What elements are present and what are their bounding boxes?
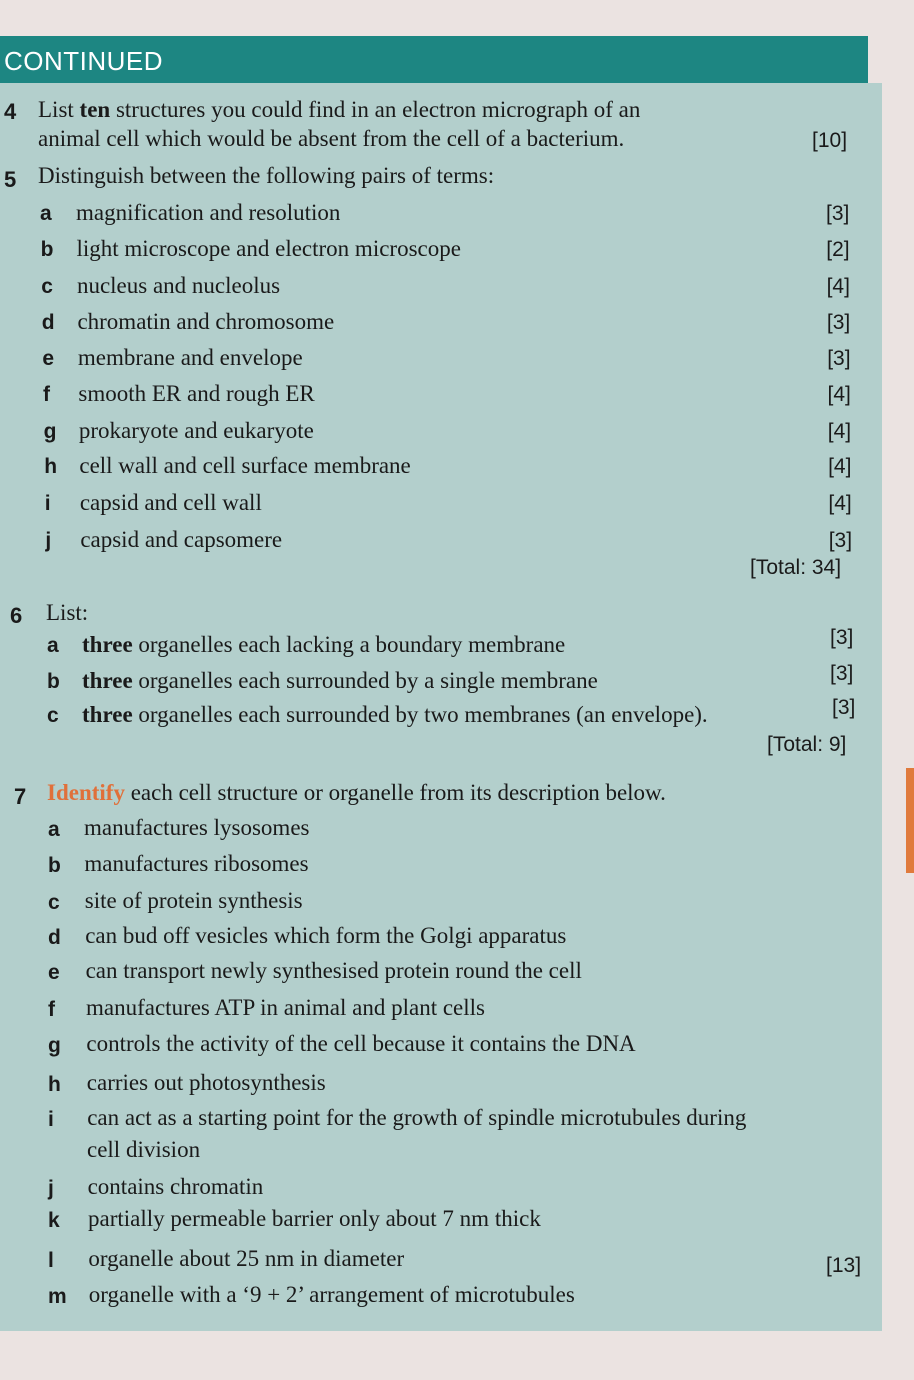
marks: [3] [832,696,856,719]
emphasis: three [82,632,133,657]
item-letter: d [41,311,55,334]
list-item: manufactures ATP in animal and plant cells [86,995,485,1020]
list-item: site of protein synthesis [84,888,303,913]
list-item-continued: cell division [87,1137,201,1162]
header-title: CONTINUED [4,46,164,76]
list-item: cell wall and cell surface membrane [79,453,411,478]
question-4-line2: animal cell which would be absent from the cell of a bacterium. [38,126,625,151]
text: organelles each lacking a boundary membrane [132,632,566,657]
list-item: can transport newly synthesised protein round the cell [85,958,582,983]
item-letter: m [48,1285,67,1308]
list-item: organelle with a ‘9 + 2’ arrangement of microtubules [88,1282,575,1307]
question-number: 7 [14,784,27,809]
marks: [10] [812,129,848,152]
item-letter: e [42,347,55,370]
list-item: magnification and resolution [76,200,341,225]
list-item: can bud off vesicles which form the Golgi apparatus [85,923,567,948]
question-number: 4 [4,99,17,124]
marks: [4] [827,420,852,443]
marks: [4] [827,383,851,406]
item-letter: j [45,529,52,552]
list-item: membrane and envelope [77,345,303,370]
total-marks: [Total: 9] [767,733,847,756]
list-item: chromatin and chromosome [77,309,335,334]
item-letter: f [48,998,55,1021]
item-letter: g [43,420,57,443]
list-item: partially permeable barrier only about 7 nm thick [88,1206,541,1231]
list-item: contains chromatin [87,1174,264,1199]
item-letter: c [48,891,60,914]
text: List [38,97,80,122]
list-item: capsid and capsomere [80,527,283,552]
item-letter: b [40,238,54,261]
marks: [3] [826,202,850,225]
marks: [4] [826,275,850,298]
marks: [2] [826,238,850,261]
marks: [4] [828,455,852,478]
list-item [82,632,565,658]
item-letter: i [44,492,51,515]
item-letter: h [44,455,58,478]
text: organelles each surrounded by a single membrane [132,668,598,693]
item-letter: b [48,854,61,877]
item-letter: a [47,634,59,657]
text: organelles each surrounded by two membranes (an envelope). [132,702,708,727]
list-item: smooth ER and rough ER [78,381,315,406]
marks: [3] [828,529,853,552]
marks: [3] [830,662,854,685]
item-letter: a [48,818,60,841]
list-item: controls the activity of the cell because it contains the DNA [86,1031,636,1056]
emphasis: ten [79,97,111,122]
marks: [3] [826,311,851,334]
list-item: nucleus and nucleolus [76,273,281,298]
list-item: prokaryote and eukaryote [78,418,314,443]
question-7-stem [47,780,666,806]
list-item: organelle about 25 nm in diameter [88,1246,405,1271]
item-letter: a [40,202,52,225]
question-5-stem: Distinguish between the following pairs of terms: [38,163,495,188]
marks: [3] [827,347,851,370]
list-item: capsid and cell wall [79,490,262,515]
list-item: carries out photosynthesis [86,1070,326,1095]
item-letter: i [48,1108,54,1131]
emphasis: three [82,702,133,727]
marks: [13] [826,1254,862,1277]
question-number: 6 [10,603,23,628]
list-item [82,702,708,728]
item-letter: h [48,1073,61,1096]
marks: [3] [830,626,854,649]
emphasis: three [82,668,133,693]
command-word: Identify [47,780,125,805]
question-number: 5 [4,167,17,192]
total-marks: [Total: 34] [750,556,842,579]
question-6-stem: List: [46,600,89,625]
list-item [82,668,598,694]
item-letter: k [48,1209,60,1232]
list-item: manufactures ribosomes [84,851,309,876]
item-letter: c [41,275,53,298]
item-letter: l [48,1249,54,1272]
marks: [4] [828,492,852,515]
item-letter: c [47,704,59,727]
list-item: can act as a starting point for the growth of spindle microtubules during [87,1105,747,1130]
list-item: light microscope and electron microscope [76,236,461,261]
question-4-line1 [38,97,640,123]
item-letter: e [48,961,60,984]
item-letter: j [48,1177,54,1200]
page-edge-tab [906,768,914,873]
section-header [0,36,868,83]
item-letter: b [47,670,60,693]
text: each cell structure or organelle from its description below. [124,780,666,805]
item-letter: d [48,926,61,949]
list-item: manufactures lysosomes [84,815,310,840]
item-letter: g [48,1034,61,1057]
text: structures you could find in an electron micrograph of an [110,97,641,122]
item-letter: f [43,383,50,406]
